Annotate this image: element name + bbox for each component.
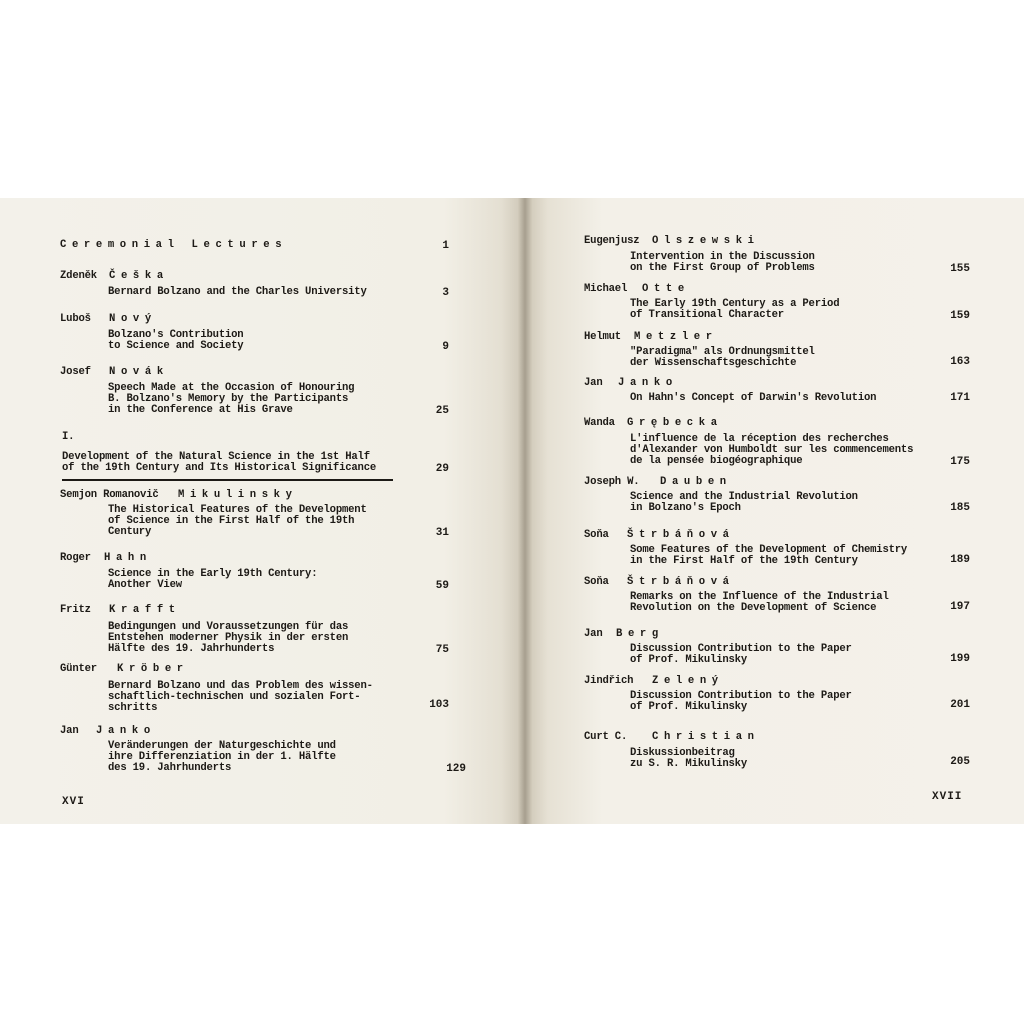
toc-entry-title: Some Features of the Development of Chemistry bbox=[630, 544, 908, 556]
toc-entry-author-first: Eugenjusz bbox=[584, 235, 640, 247]
book-gutter bbox=[518, 198, 532, 824]
toc-entry-author-first: Jan bbox=[60, 725, 79, 737]
toc-entry-author-last: Štrbáňová bbox=[627, 529, 735, 541]
toc-entry-page: 75 bbox=[435, 644, 449, 656]
toc-entry-title: zu S. R. Mikulinsky bbox=[630, 758, 747, 770]
toc-entry-author-first: Zdeněk bbox=[60, 270, 97, 282]
toc-entry-title: L'influence de la réception des recherches bbox=[630, 433, 889, 445]
toc-entry-title: On Hahn's Concept of Darwin's Revolution bbox=[630, 392, 877, 404]
section-heading: Ceremonial Lectures bbox=[60, 239, 288, 251]
toc-entry-author-first: Josef bbox=[60, 366, 91, 378]
toc-entry-title: Diskussionbeitrag bbox=[630, 747, 735, 759]
toc-entry-author-last: Zelený bbox=[652, 675, 724, 687]
toc-entry-title: d'Alexander von Humboldt sur les commencements bbox=[630, 444, 914, 456]
toc-entry-author-last: Češka bbox=[109, 270, 169, 282]
part-underline bbox=[62, 479, 393, 481]
toc-entry-title: schritts bbox=[108, 702, 158, 714]
toc-entry-page: 155 bbox=[950, 263, 970, 275]
toc-entry-page: 199 bbox=[950, 653, 970, 665]
toc-entry-title: of Prof. Mikulinsky bbox=[630, 701, 747, 713]
toc-entry-author-first: Semjon Romanovič bbox=[60, 489, 159, 501]
toc-entry-page: 205 bbox=[950, 756, 970, 768]
toc-entry-title: Bernard Bolzano and the Charles University bbox=[108, 286, 367, 298]
toc-entry-title: Bernard Bolzano und das Problem des wissen- bbox=[108, 680, 373, 692]
toc-entry-title: Bedingungen und Voraussetzungen für das bbox=[108, 621, 349, 633]
toc-entry-author-last: Otte bbox=[642, 283, 690, 295]
toc-entry-author-first: Soňa bbox=[584, 576, 609, 588]
toc-entry-title: to Science and Society bbox=[108, 340, 244, 352]
toc-entry-author-first: Jindřich bbox=[584, 675, 634, 687]
section-page: 1 bbox=[442, 240, 449, 252]
toc-entry-page: 185 bbox=[950, 502, 970, 514]
part-number: I. bbox=[62, 431, 75, 443]
toc-entry-author-last: Metzler bbox=[634, 331, 718, 343]
toc-entry-page: 59 bbox=[435, 580, 449, 592]
toc-entry-page: 31 bbox=[435, 527, 449, 539]
toc-entry-page: 3 bbox=[442, 287, 449, 299]
toc-entry-page: 201 bbox=[950, 699, 970, 711]
toc-entry-page: 103 bbox=[429, 699, 449, 711]
toc-entry-author-first: Luboš bbox=[60, 313, 91, 325]
toc-entry-title: "Paradigma" als Ordnungsmittel bbox=[630, 346, 815, 358]
toc-entry-author-last: Christian bbox=[652, 731, 760, 743]
toc-entry-author-first: Curt C. bbox=[584, 731, 628, 743]
toc-entry-author-last: Berg bbox=[616, 628, 664, 640]
toc-entry-title: Science and the Industrial Revolution bbox=[630, 491, 858, 503]
toc-entry-title: Hälfte des 19. Jahrhunderts bbox=[108, 643, 275, 655]
toc-entry-author-first: Helmut bbox=[584, 331, 621, 343]
toc-entry-title: of Science in the First Half of the 19th bbox=[108, 515, 355, 527]
toc-entry-author-first: Joseph W. bbox=[584, 476, 640, 488]
toc-entry-author-first: Günter bbox=[60, 663, 97, 675]
toc-entry-title: der Wissenschaftsgeschichte bbox=[630, 357, 797, 369]
page-folio-right: XVII bbox=[932, 791, 963, 803]
toc-entry-author-last: Mikulinsky bbox=[178, 489, 298, 501]
toc-entry-title: Speech Made at the Occasion of Honouring bbox=[108, 382, 355, 394]
toc-entry-title: The Historical Features of the Development bbox=[108, 504, 367, 516]
toc-entry-author-first: Wanda bbox=[584, 417, 615, 429]
part-page: 29 bbox=[435, 463, 449, 475]
toc-entry-author-first: Michael bbox=[584, 283, 628, 295]
toc-entry-author-last: Janko bbox=[96, 725, 156, 737]
toc-entry-author-last: Grębecka bbox=[627, 417, 723, 429]
toc-entry-author-last: Kröber bbox=[117, 663, 189, 675]
toc-entry-author-first: Fritz bbox=[60, 604, 91, 616]
toc-entry-author-last: Novák bbox=[109, 366, 169, 378]
toc-entry-author-last: Nový bbox=[109, 313, 157, 325]
toc-entry-author-first: Roger bbox=[60, 552, 91, 564]
toc-entry-title: Another View bbox=[108, 579, 182, 591]
toc-entry-page: 189 bbox=[950, 554, 970, 566]
toc-entry-author-last: Olszewski bbox=[652, 235, 760, 247]
toc-entry-title: ihre Differenziation in der 1. Hälfte bbox=[108, 751, 336, 763]
part-title: of the 19th Century and Its Historical Significance bbox=[62, 462, 377, 474]
toc-entry-title: The Early 19th Century as a Period bbox=[630, 298, 840, 310]
toc-entry-author-last: Krafft bbox=[109, 604, 181, 616]
toc-entry-title: in the Conference at His Grave bbox=[108, 404, 293, 416]
toc-entry-author-last: Hahn bbox=[104, 552, 152, 564]
toc-entry-title: Science in the Early 19th Century: bbox=[108, 568, 318, 580]
toc-entry-page: 159 bbox=[950, 310, 970, 322]
toc-entry-title: Century bbox=[108, 526, 152, 538]
toc-entry-title: Veränderungen der Naturgeschichte und bbox=[108, 740, 336, 752]
toc-entry-page: 197 bbox=[950, 601, 970, 613]
toc-entry-title: in Bolzano's Epoch bbox=[630, 502, 741, 514]
toc-entry-title: Intervention in the Discussion bbox=[630, 251, 815, 263]
toc-entry-title: Entstehen moderner Physik in der ersten bbox=[108, 632, 349, 644]
toc-entry-author-last: Dauben bbox=[660, 476, 732, 488]
toc-entry-author-last: Štrbáňová bbox=[627, 576, 735, 588]
toc-entry-title: in the First Half of the 19th Century bbox=[630, 555, 858, 567]
part-title: Development of the Natural Science in the 1st Half bbox=[62, 451, 370, 463]
toc-entry-page: 25 bbox=[435, 405, 449, 417]
toc-entry-title: de la pensée biogéographique bbox=[630, 455, 803, 467]
toc-entry-page: 171 bbox=[950, 392, 970, 404]
toc-entry-title: Discussion Contribution to the Paper bbox=[630, 643, 852, 655]
toc-entry-page: 163 bbox=[950, 356, 970, 368]
toc-entry-title: of Prof. Mikulinsky bbox=[630, 654, 747, 666]
toc-entry-title: Discussion Contribution to the Paper bbox=[630, 690, 852, 702]
toc-entry-page: 175 bbox=[950, 456, 970, 468]
page-folio-left: XVI bbox=[62, 796, 85, 808]
toc-entry-page: 129 bbox=[446, 763, 466, 775]
toc-entry-title: Revolution on the Development of Science bbox=[630, 602, 877, 614]
toc-entry-title: on the First Group of Problems bbox=[630, 262, 815, 274]
toc-entry-author-last: Janko bbox=[618, 377, 678, 389]
toc-entry-author-first: Jan bbox=[584, 377, 603, 389]
toc-entry-title: of Transitional Character bbox=[630, 309, 784, 321]
toc-entry-title: des 19. Jahrhunderts bbox=[108, 762, 232, 774]
toc-entry-title: B. Bolzano's Memory by the Participants bbox=[108, 393, 349, 405]
toc-entry-title: Bolzano's Contribution bbox=[108, 329, 244, 341]
toc-entry-page: 9 bbox=[442, 341, 449, 353]
toc-entry-title: Remarks on the Influence of the Industrial bbox=[630, 591, 889, 603]
toc-entry-author-first: Jan bbox=[584, 628, 603, 640]
toc-entry-author-first: Soňa bbox=[584, 529, 609, 541]
toc-entry-title: schaftlich-technischen und sozialen Fort- bbox=[108, 691, 361, 703]
